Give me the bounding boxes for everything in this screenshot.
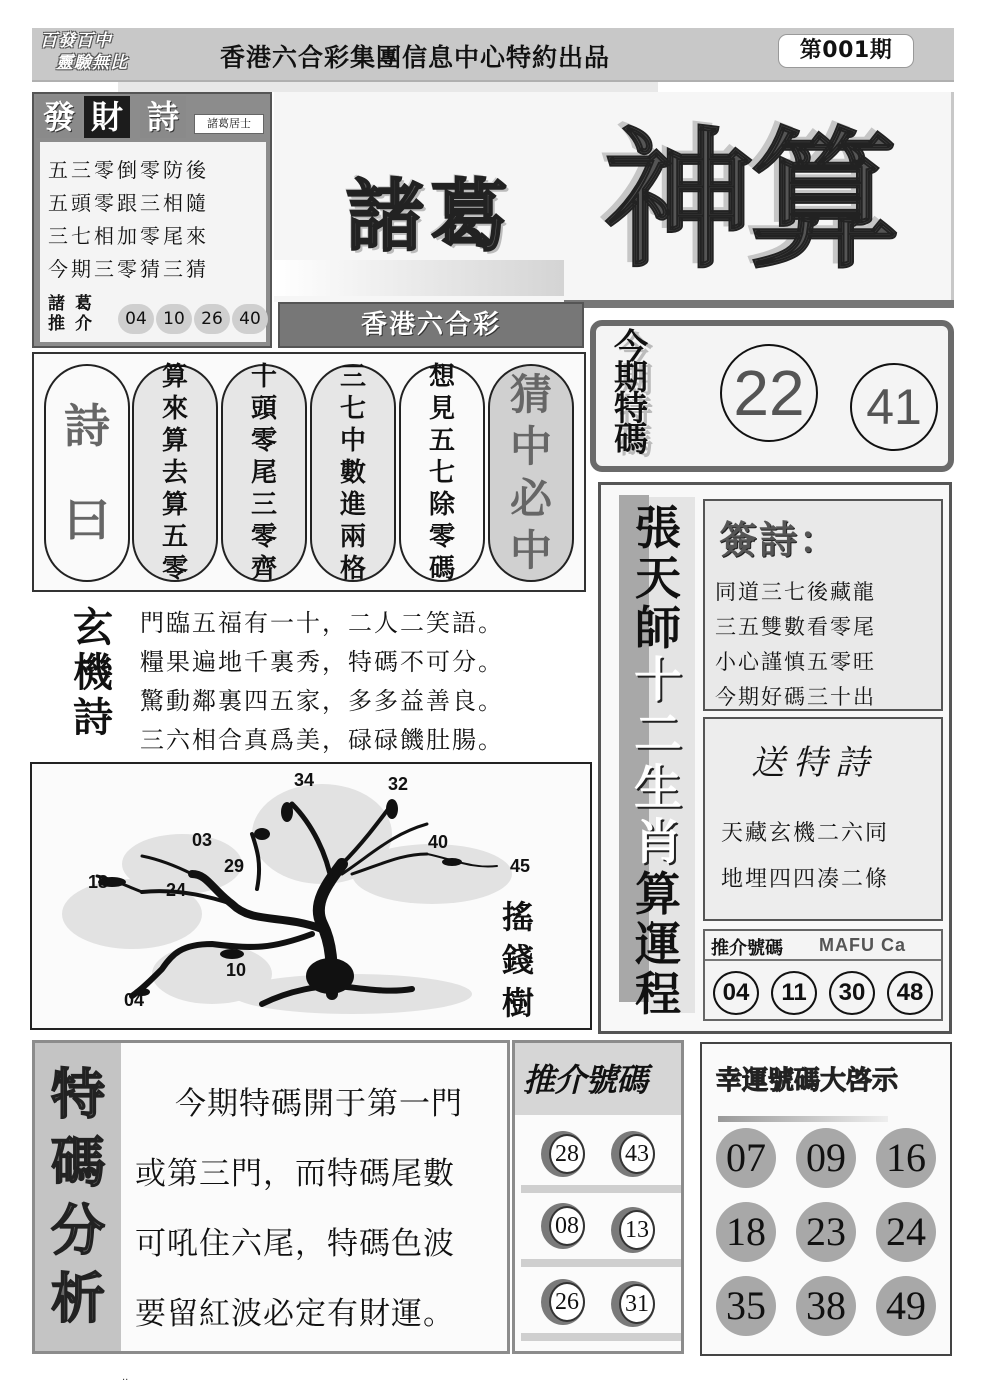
number-ball: 40 xyxy=(232,304,268,334)
lucky-ball: 18 xyxy=(716,1202,776,1262)
zodiac-fortune-title xyxy=(621,503,695,1019)
recommend-label-line: 推介 xyxy=(48,314,102,334)
pill-char: 格 xyxy=(339,554,366,584)
title-part-1: 諸葛 xyxy=(346,172,515,262)
pill-char: 數 xyxy=(339,458,366,488)
special-number-2: 41 xyxy=(850,363,938,451)
lucky-numbers-grid xyxy=(716,1128,946,1336)
tree-number: 34 xyxy=(294,770,315,790)
gift-poem-lines xyxy=(721,811,889,903)
pill-char: 除 xyxy=(428,490,455,520)
pill-char: 零 xyxy=(250,522,277,552)
tree-number: 03 xyxy=(192,830,213,850)
sign-line: 三五雙數看零尾 xyxy=(715,615,876,639)
pill-char: 猜 xyxy=(509,370,552,419)
number-shield xyxy=(541,1131,585,1177)
vertical-poem-box xyxy=(32,352,586,592)
analysis-text xyxy=(135,1069,463,1349)
recommend-header xyxy=(705,931,941,961)
recommend-label: 推介號碼 xyxy=(711,938,783,959)
number-shield xyxy=(611,1207,655,1253)
poem-end-pill xyxy=(488,364,574,582)
pill-char: 詩 xyxy=(64,399,110,453)
number-shield xyxy=(541,1279,585,1325)
tree-number: 29 xyxy=(224,856,245,876)
poem-column-pill xyxy=(221,364,307,582)
special-code-label xyxy=(614,327,684,460)
title-rule xyxy=(718,1116,888,1122)
fortune-poem-box xyxy=(32,92,272,348)
tree-number: 10 xyxy=(226,960,247,980)
recommend-label xyxy=(48,294,102,334)
label-char: 玄 xyxy=(73,605,113,651)
title-char: 算 xyxy=(635,867,681,921)
logo-line-2: 靈驗無比 xyxy=(56,53,128,73)
recommend-numbers xyxy=(118,304,268,334)
recommend-numbers xyxy=(713,971,933,1015)
poem-line: 今期三零猜三猜 xyxy=(48,257,209,281)
number-ball: 11 xyxy=(771,971,817,1015)
special-analysis-box xyxy=(32,1040,510,1354)
label-char: 搖 xyxy=(501,898,534,936)
poem-line: 五三零倒零防後 xyxy=(48,158,209,182)
logo-line-1: 百發百中 xyxy=(40,31,112,51)
tree-number: 18 xyxy=(88,872,109,892)
title-char: 二 xyxy=(633,706,682,762)
title-char: 張 xyxy=(635,501,681,555)
mystic-poem-lines xyxy=(140,604,504,760)
analysis-line: 要留紅波必定有財運。 xyxy=(135,1296,455,1332)
pill-char: 頭 xyxy=(250,394,277,424)
number-ball: 10 xyxy=(156,304,192,334)
gift-poem-title: 送特詩 xyxy=(751,743,877,783)
pill-char: 三 xyxy=(250,490,277,520)
lottery-banner-text: 香港六合彩 xyxy=(360,310,501,340)
sign-line: 小心謹慎五零旺 xyxy=(715,650,876,674)
poem-column-pill xyxy=(399,364,485,582)
label-char: 錢 xyxy=(501,941,534,979)
pill-char: 必 xyxy=(509,474,552,523)
number-ball: 26 xyxy=(194,304,230,334)
heading-char: 詩 xyxy=(140,96,186,138)
mystic-poem-label xyxy=(70,606,116,741)
lucky-ball: 07 xyxy=(716,1128,776,1188)
title-part-2: 神算 xyxy=(604,113,897,289)
label-char: 樹 xyxy=(501,984,534,1022)
poem-column-pill xyxy=(310,364,396,582)
lucky-numbers-title: 幸運號碼大啓示 xyxy=(716,1066,899,1096)
pill-char: 兩 xyxy=(339,522,366,552)
number-ball: 48 xyxy=(887,971,933,1015)
title-char: 程 xyxy=(635,967,681,1021)
title-char: 肖 xyxy=(633,814,682,870)
poem-lines xyxy=(40,154,209,286)
pill-char: 五 xyxy=(428,426,455,456)
poem-column-pill xyxy=(132,364,218,582)
lottery-banner xyxy=(278,302,584,348)
shield-number: 43 xyxy=(619,1134,655,1174)
recommend-label-line: 諸葛 xyxy=(48,294,102,314)
pill-char: 中 xyxy=(339,426,366,456)
recommended-header xyxy=(515,1043,681,1115)
analysis-label xyxy=(35,1043,121,1351)
lucky-ball: 23 xyxy=(796,1202,856,1262)
money-tree-box xyxy=(30,762,592,1030)
mystic-line: 驚動鄰裏四五家，多多益善良。 xyxy=(140,687,504,715)
gift-line: 天藏玄機二六同 xyxy=(721,821,890,846)
pill-char: 零 xyxy=(161,554,188,584)
shield-number: 13 xyxy=(619,1210,655,1250)
poem-title-pill xyxy=(44,364,130,582)
pill-char: 七 xyxy=(428,458,455,488)
header-strip xyxy=(118,82,658,92)
special-code-box xyxy=(590,320,954,472)
publisher-title: 香港六合彩集團信息中心特約出品 xyxy=(220,43,611,72)
label-char: 今 xyxy=(614,327,648,367)
label-char: 分 xyxy=(51,1199,105,1262)
pill-char: 去 xyxy=(161,458,188,488)
recommended-title: 推介號碼 xyxy=(523,1061,648,1099)
mystic-line: 門臨五福有一十，二人二笑語。 xyxy=(140,609,504,637)
pill-char: 零 xyxy=(428,522,455,552)
lucky-ball: 24 xyxy=(876,1202,936,1262)
header-bar xyxy=(32,28,954,82)
lucky-numbers-box xyxy=(700,1042,952,1356)
label-char: 特 xyxy=(614,389,648,429)
issue-number-badge: 第001期 xyxy=(778,34,914,68)
title-char: 運 xyxy=(635,917,681,971)
poem-line: 五頭零跟三相隨 xyxy=(48,191,209,215)
sign-line: 今期好碼三十出 xyxy=(715,685,876,709)
pill-char: 尾 xyxy=(250,458,277,488)
row-separator xyxy=(521,1259,681,1267)
pill-char: 三 xyxy=(339,362,366,392)
row-separator xyxy=(521,1333,681,1341)
pill-char: 零 xyxy=(250,426,277,456)
fortune-poem-body xyxy=(40,142,266,342)
recommend-numbers-box xyxy=(703,929,943,1021)
number-shield xyxy=(611,1281,655,1327)
number-ball: 04 xyxy=(713,971,759,1015)
pill-char: 十 xyxy=(250,362,277,392)
special-number-1: 22 xyxy=(720,344,818,442)
title-char: 師 xyxy=(635,601,681,655)
sign-poem-title: 簽詩： xyxy=(719,518,840,562)
analysis-line: 或第三門，而特碼尾數 xyxy=(135,1156,455,1192)
title-rule xyxy=(564,300,954,308)
mystic-line: 三六相合真爲美，碌碌饑肚腸。 xyxy=(140,726,504,754)
gift-line: 地埋四四凑二條 xyxy=(721,867,890,892)
lucky-ball: 35 xyxy=(716,1276,776,1336)
money-tree-label xyxy=(490,896,546,1025)
recommend-en-label: MAFU Ca xyxy=(819,935,906,955)
poem-line: 三七相加零尾來 xyxy=(48,224,209,248)
heading-char: 財 xyxy=(84,96,130,138)
pill-char: 七 xyxy=(339,394,366,424)
number-shield xyxy=(611,1131,655,1177)
lucky-ball: 16 xyxy=(876,1128,936,1188)
title-area xyxy=(274,92,954,302)
number-ball: 04 xyxy=(118,304,154,334)
tree-number: 45 xyxy=(510,856,531,876)
analysis-line: 可吼住六尾，特碼色波 xyxy=(135,1226,455,1262)
pill-char: 算 xyxy=(161,362,188,392)
pill-char: 曰 xyxy=(64,493,110,547)
pill-char: 來 xyxy=(161,394,188,424)
pill-char: 中 xyxy=(509,422,552,471)
tree-number: 32 xyxy=(388,774,409,794)
pill-char: 想 xyxy=(428,362,455,392)
label-char: 析 xyxy=(51,1267,105,1330)
label-char: 詩 xyxy=(73,695,113,741)
analysis-line: 今期特碼開于第一門 xyxy=(175,1086,463,1122)
lucky-ball: 09 xyxy=(796,1128,856,1188)
pill-char: 中 xyxy=(509,526,552,575)
title-char: 生 xyxy=(633,760,682,816)
tree-number: 24 xyxy=(166,880,187,900)
zodiac-fortune-box xyxy=(598,482,952,1034)
pill-char: 五 xyxy=(161,522,188,552)
pill-char: 算 xyxy=(161,426,188,456)
shield-number: 08 xyxy=(549,1206,585,1246)
tree-number: 04 xyxy=(124,990,145,1010)
pill-char: 齊 xyxy=(250,554,277,584)
number-shield xyxy=(541,1203,585,1249)
number-ball: 30 xyxy=(829,971,875,1015)
pill-char: 進 xyxy=(339,490,366,520)
heading-char: 發 xyxy=(36,96,82,138)
label-char: 碼 xyxy=(51,1131,105,1194)
pill-char: 算 xyxy=(161,490,188,520)
sign-poem-box xyxy=(703,499,943,711)
sign-poem-lines xyxy=(715,575,876,715)
label-char: 碼 xyxy=(614,420,648,460)
row-separator xyxy=(521,1185,681,1193)
title-char: 天 xyxy=(635,551,681,605)
gift-poem-box xyxy=(703,717,943,921)
label-char: 期 xyxy=(614,358,648,398)
shield-number: 31 xyxy=(619,1284,655,1324)
lucky-ball: 49 xyxy=(876,1276,936,1336)
shield-number: 26 xyxy=(549,1282,585,1322)
pill-char: 見 xyxy=(428,394,455,424)
label-char: 特 xyxy=(51,1063,105,1126)
pill-char: 碼 xyxy=(428,554,455,584)
label-char: 機 xyxy=(73,650,113,696)
lucky-ball: 38 xyxy=(796,1276,856,1336)
tree-number: 40 xyxy=(428,832,449,852)
logo xyxy=(40,30,170,78)
recommended-numbers-box xyxy=(512,1040,684,1354)
sign-line: 同道三七後藏龍 xyxy=(715,580,876,604)
author-tag: 諸葛居士 xyxy=(194,114,264,134)
shield-number: 28 xyxy=(549,1134,585,1174)
footer-dots: .. xyxy=(122,1372,129,1383)
mystic-line: 糧果遍地千裏秀，特碼不可分。 xyxy=(140,648,504,676)
title-char: 十 xyxy=(633,652,682,708)
